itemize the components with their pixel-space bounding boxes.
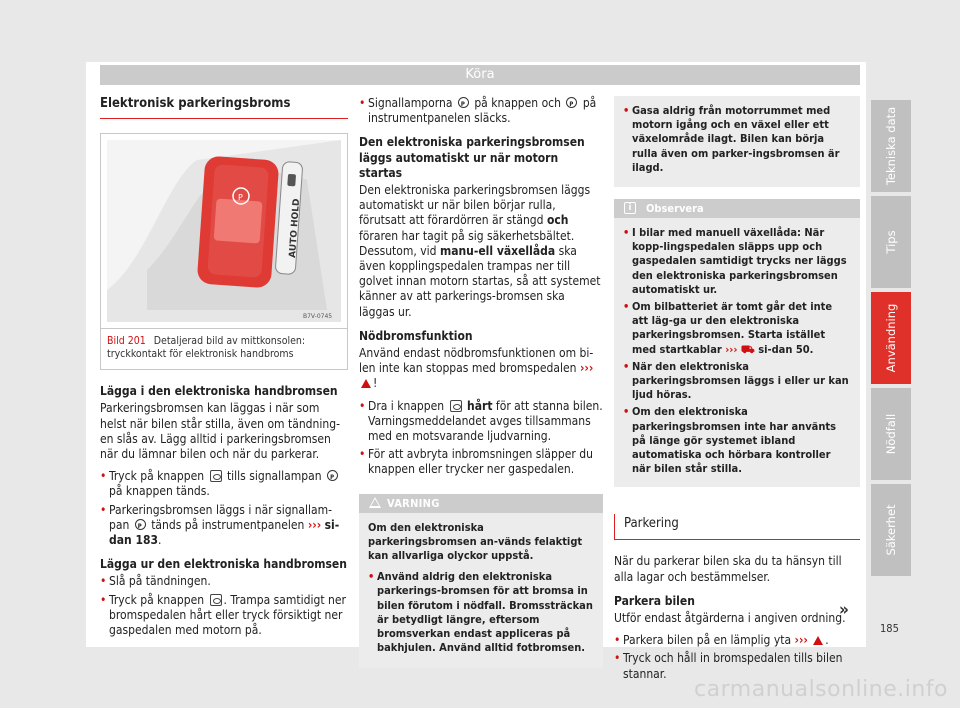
text: på knappen och (474, 96, 561, 110)
text: tills signallampan (226, 469, 322, 484)
tab-tekniska-data[interactable] (871, 100, 911, 192)
parking-brake-button-icon (210, 594, 222, 606)
warning-lamp-icon (566, 97, 577, 108)
info-icon: i (624, 202, 636, 214)
chapter-tabs (871, 100, 911, 580)
list-item: • Tryck och håll in bromspedalen tills bilen stannar. (614, 651, 860, 681)
column-right (614, 96, 860, 685)
list-item: • Använd aldrig den elektroniska parkerings-bromsen för att bromsa in bilen förutom i nödfall. Bromssträckan är betydligt längre, eftersom bromsverkan endast appliceras på bakhjulen. Använd alltid fotbromsen. (368, 570, 594, 655)
tab-label: Nödfall (884, 413, 898, 455)
figure-parking-brake-switch (100, 133, 348, 329)
text: Tryck på knappen (109, 592, 205, 607)
tab-sakerhet[interactable] (871, 484, 911, 576)
paragraph: Utför endast åtgärderna i angiven ordning. (614, 611, 846, 626)
list-item: • I bilar med manuell växellåda: När kopp-lingspedalen släpps upp och gaspedalen samtidigt trycks ner läggs den elektroniska parkeringsbromsen automatiskt ur. (623, 226, 851, 297)
note-header (614, 199, 860, 218)
caption-number: Bild 201 (107, 335, 146, 348)
text: på knappen tänds. (109, 484, 210, 499)
list-item (100, 593, 348, 639)
auto-hold-label: AUTO HOLD (288, 198, 303, 259)
tab-label: Tips (884, 230, 898, 254)
list-item (359, 96, 603, 126)
text: och (546, 213, 569, 228)
list-item (359, 399, 603, 445)
warning-triangle-icon (361, 379, 371, 388)
warning-header (359, 494, 603, 513)
text: föraren har tagit på sig säkerhetsbältet. Dessutom, vid (359, 228, 575, 258)
text: Parkera bilen på en lämplig yta (623, 633, 792, 648)
caption-text: Detaljerad bild av mittkonsolen: tryckkontakt för elektronisk handbroms (107, 335, 306, 361)
tab-label: Tekniska data (884, 106, 898, 186)
heading-auto-release: Den elektroniska parkeringsbromsen läggs automatiskt ur när motorn startas (359, 135, 585, 180)
figure-caption (100, 329, 348, 370)
text: Om bilbatteriet är tomt går det inte att läg-ga ur den elektroniska parkeringsbromsen. Starta istället med startkablar (632, 300, 833, 356)
list-item: • Parkera bilen på en lämplig yta ››› . (614, 633, 860, 648)
watermark: carmanualsonline.info (694, 677, 948, 702)
text: för att stanna bilen. Varningsmeddelandet avges tillsammans med en motsvarande ljudvarning. (368, 398, 603, 444)
parking-brake-button-icon (210, 470, 222, 482)
column-left (100, 96, 348, 641)
text: ska även kopplingspedalen trampas ner till golvet innan motorn startas, så att systemet känner av att parkerings-bromsen ska läggas ur. (359, 243, 601, 319)
warning-intro: Om den elektroniska parkeringsbromsen an-vänds felaktigt kan allvarliga olyckor uppstå. (368, 520, 583, 563)
text: Dra i knappen (368, 398, 445, 413)
tab-label: Användning (884, 303, 898, 373)
car-icon: ⛟ (740, 342, 755, 356)
list-item: • Slå på tändningen. (100, 574, 348, 589)
warning-triangle-icon (369, 497, 381, 508)
paragraph: När du parkerar bilen ska du ta hänsyn till alla lagar och bestämmelser. (614, 554, 842, 584)
warning-lamp-icon (135, 519, 146, 530)
section-title: Elektronisk parkeringsbroms (100, 96, 348, 119)
heading-release: Lägga ur den elektroniska handbromsen (100, 557, 347, 572)
heading-emergency: Nödbromsfunktion (359, 328, 473, 343)
list-item (100, 469, 348, 499)
heading-apply: Lägga i den elektroniska handbromsen (100, 384, 338, 399)
note-body (614, 218, 860, 487)
text: Den elektroniska parkeringsbromsen läggs automatiskt ur när bilen börjar rulla, förutsatt att förardörren är stängd (359, 183, 591, 228)
tab-nodfall[interactable] (871, 388, 911, 480)
note-label: Observera (646, 202, 704, 216)
list-item: • Om bilbatteriet är tomt går det inte att läg-ga ur den elektroniska parkeringsbromsen. Starta istället med startkablar ››› ⛟ si-dan 50. (623, 300, 851, 357)
continue-arrow-icon: » (839, 600, 849, 620)
column-middle (359, 96, 603, 668)
list-item: • För att avbryta inbromsningen släpper du knappen eller trycker ner gaspedalen. (359, 447, 603, 477)
tab-anvandning[interactable] (871, 292, 911, 384)
warning-lamp-icon (327, 470, 338, 481)
reference-arrow-icon: ››› (794, 633, 808, 648)
paragraph: Använd endast nödbromsfunktionen om bi-len inte kan stoppas med bromspedalen ››› ! (359, 346, 594, 391)
paragraph (359, 183, 603, 320)
warning-label: VARNING (387, 496, 440, 510)
text: Signallamporna (368, 96, 453, 110)
text: Tryck på knappen (109, 469, 205, 484)
warning-body (359, 513, 603, 668)
tab-tips[interactable] (871, 196, 911, 288)
reference-arrow-icon: ››› (579, 361, 594, 376)
text: Parkeringsbromsen läggs i när signallam-pan (109, 502, 333, 532)
text: på instrumentpanelen släcks. (368, 96, 597, 126)
text: manu-ell växellåda (439, 243, 556, 258)
parking-brake-button-icon (450, 400, 462, 412)
reference-arrow-icon: ››› (725, 342, 738, 356)
page-reference-link[interactable]: si-dan 183 (109, 517, 340, 548)
list-item: • Parkeringsbromsen läggs i när signallam-pan P tänds på instrumentpanelen ››› si-dan 183. (100, 503, 348, 549)
text: hårt (467, 398, 493, 413)
page-reference-link[interactable]: si-dan 50 (758, 342, 810, 356)
section-title-parking: Parkering (614, 514, 860, 540)
heading-park: Parkera bilen (614, 593, 695, 608)
note-box (614, 199, 860, 487)
text: tänds på instrumentpanelen (151, 517, 305, 532)
text: . Trampa samtidigt ner bromspedalen hårt eller tryck försiktigt ner gaspedalen med motorn på. (109, 592, 346, 638)
list-item: • När den elektroniska parkeringsbromsen läggs i eller ur kan ljud höras. (623, 360, 851, 403)
text: Använd endast nödbromsfunktionen om bi-len inte kan stoppas med bromspedalen (359, 346, 594, 376)
warning-lamp-icon (458, 97, 469, 108)
reference-arrow-icon: ››› (307, 517, 322, 532)
warning-box (359, 494, 603, 668)
figure-code: B7V-0745 (303, 313, 333, 321)
list-item: • Gasa aldrig från motorrummet med motorn igång och en växel eller ett växelområde ilagt. Bilen kan börja rulla även om parker-ingsbromsen är ilagd. (623, 104, 851, 175)
tab-label: Säkerhet (884, 504, 898, 556)
svg-text:P: P (238, 193, 243, 203)
warning-continuation (614, 96, 860, 187)
chapter-header: Köra (100, 65, 860, 85)
page-number: 185 (880, 622, 899, 635)
list-item: • Om den elektroniska parkeringsbromsen inte har använts på länge gör systemet ibland automatiska och hörbara kontroller när bilen står stilla. (623, 405, 851, 476)
paragraph: Parkeringsbromsen kan läggas i när som helst när bilen står stilla, även om tändning-en slås av. Lägg alltid i parkeringsbromsen när du lämnar bilen och när du parkerar. (100, 401, 340, 462)
warning-triangle-icon (813, 636, 823, 645)
